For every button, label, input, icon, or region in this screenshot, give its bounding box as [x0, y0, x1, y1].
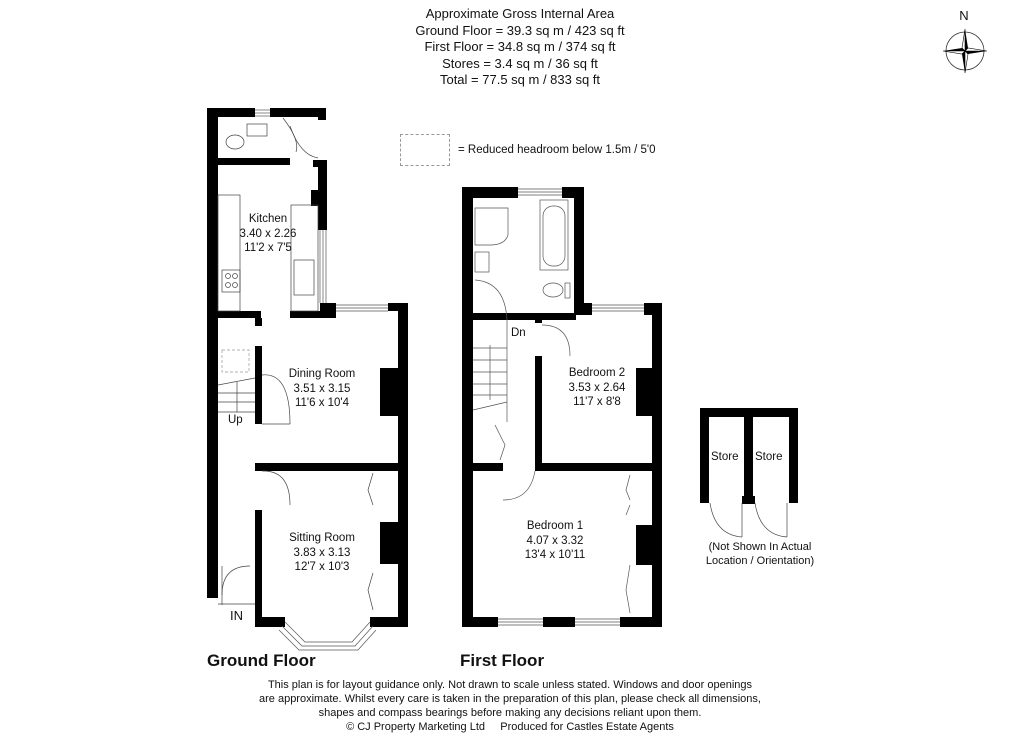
room-imperial: 11'6 x 10'4	[294, 397, 350, 409]
disclaimer-line2: are approximate. Whilst every care is taken in the preparation of this plan, please check all dimensions,	[259, 693, 761, 705]
room-sitting-room	[272, 531, 372, 575]
area-title: Approximate Gross Internal Area	[425, 6, 615, 21]
room-metric: 3.53 x 2.64	[568, 381, 626, 394]
room-name: Kitchen	[248, 213, 288, 225]
room-bedroom-1	[505, 519, 605, 563]
entrance-label: IN	[230, 608, 243, 623]
room-name: Bedroom 2	[568, 367, 626, 379]
ground-floor-area: Ground Floor = 39.3 sq m / 423 sq ft	[415, 22, 625, 38]
room-metric: 4.07 x 3.32	[526, 534, 584, 547]
legend-text: = Reduced headroom below 1.5m / 5'0	[458, 144, 656, 156]
room-name: Dining Room	[288, 368, 356, 380]
room-imperial: 12'7 x 10'3	[294, 561, 350, 573]
disclaimer-line1: This plan is for layout guidance only. Not drawn to scale unless stated. Windows and door openings	[267, 679, 753, 691]
room-metric: 3.51 x 3.15	[293, 382, 351, 395]
room-metric: 3.83 x 3.13	[293, 546, 351, 559]
first-floor-area: First Floor = 34.8 sq m / 374 sq ft	[424, 39, 616, 54]
room-bedroom-2	[547, 366, 647, 410]
room-name: Bedroom 1	[526, 520, 584, 532]
ground-floor-title: Ground Floor	[207, 651, 316, 670]
stores-area: Stores = 3.4 sq m / 36 sq ft	[442, 55, 598, 71]
room-metric: 3.40 x 2.26	[239, 227, 297, 240]
total-area: Total = 77.5 sq m / 833 sq ft	[439, 72, 601, 87]
store-label-2: Store	[755, 451, 783, 463]
copyright-line: © CJ Property Marketing Ltd Produced for Castles Estate Agents	[346, 721, 674, 733]
room-imperial: 13'4 x 10'11	[524, 549, 586, 561]
disclaimer-line3: shapes and compass bearings before making any decisions reliant upon them.	[318, 707, 702, 719]
room-dining-room	[272, 367, 372, 411]
first-floor-title: First Floor	[460, 651, 545, 670]
room-imperial: 11'2 x 7'5	[244, 242, 292, 254]
room-imperial: 11'7 x 8'8	[573, 396, 621, 408]
stores-note	[690, 540, 830, 568]
room-name: Sitting Room	[289, 532, 355, 544]
stores-note-line1: (Not Shown In Actual	[708, 541, 812, 553]
store-label-1: Store	[711, 451, 739, 463]
stairs-down-label: Dn	[511, 327, 526, 339]
disclaimer	[160, 678, 860, 734]
stairs-up-label: Up	[228, 414, 243, 426]
room-kitchen	[218, 212, 318, 256]
north-label: N	[959, 8, 969, 23]
stores-note-line2: Location / Orientation)	[705, 555, 815, 567]
